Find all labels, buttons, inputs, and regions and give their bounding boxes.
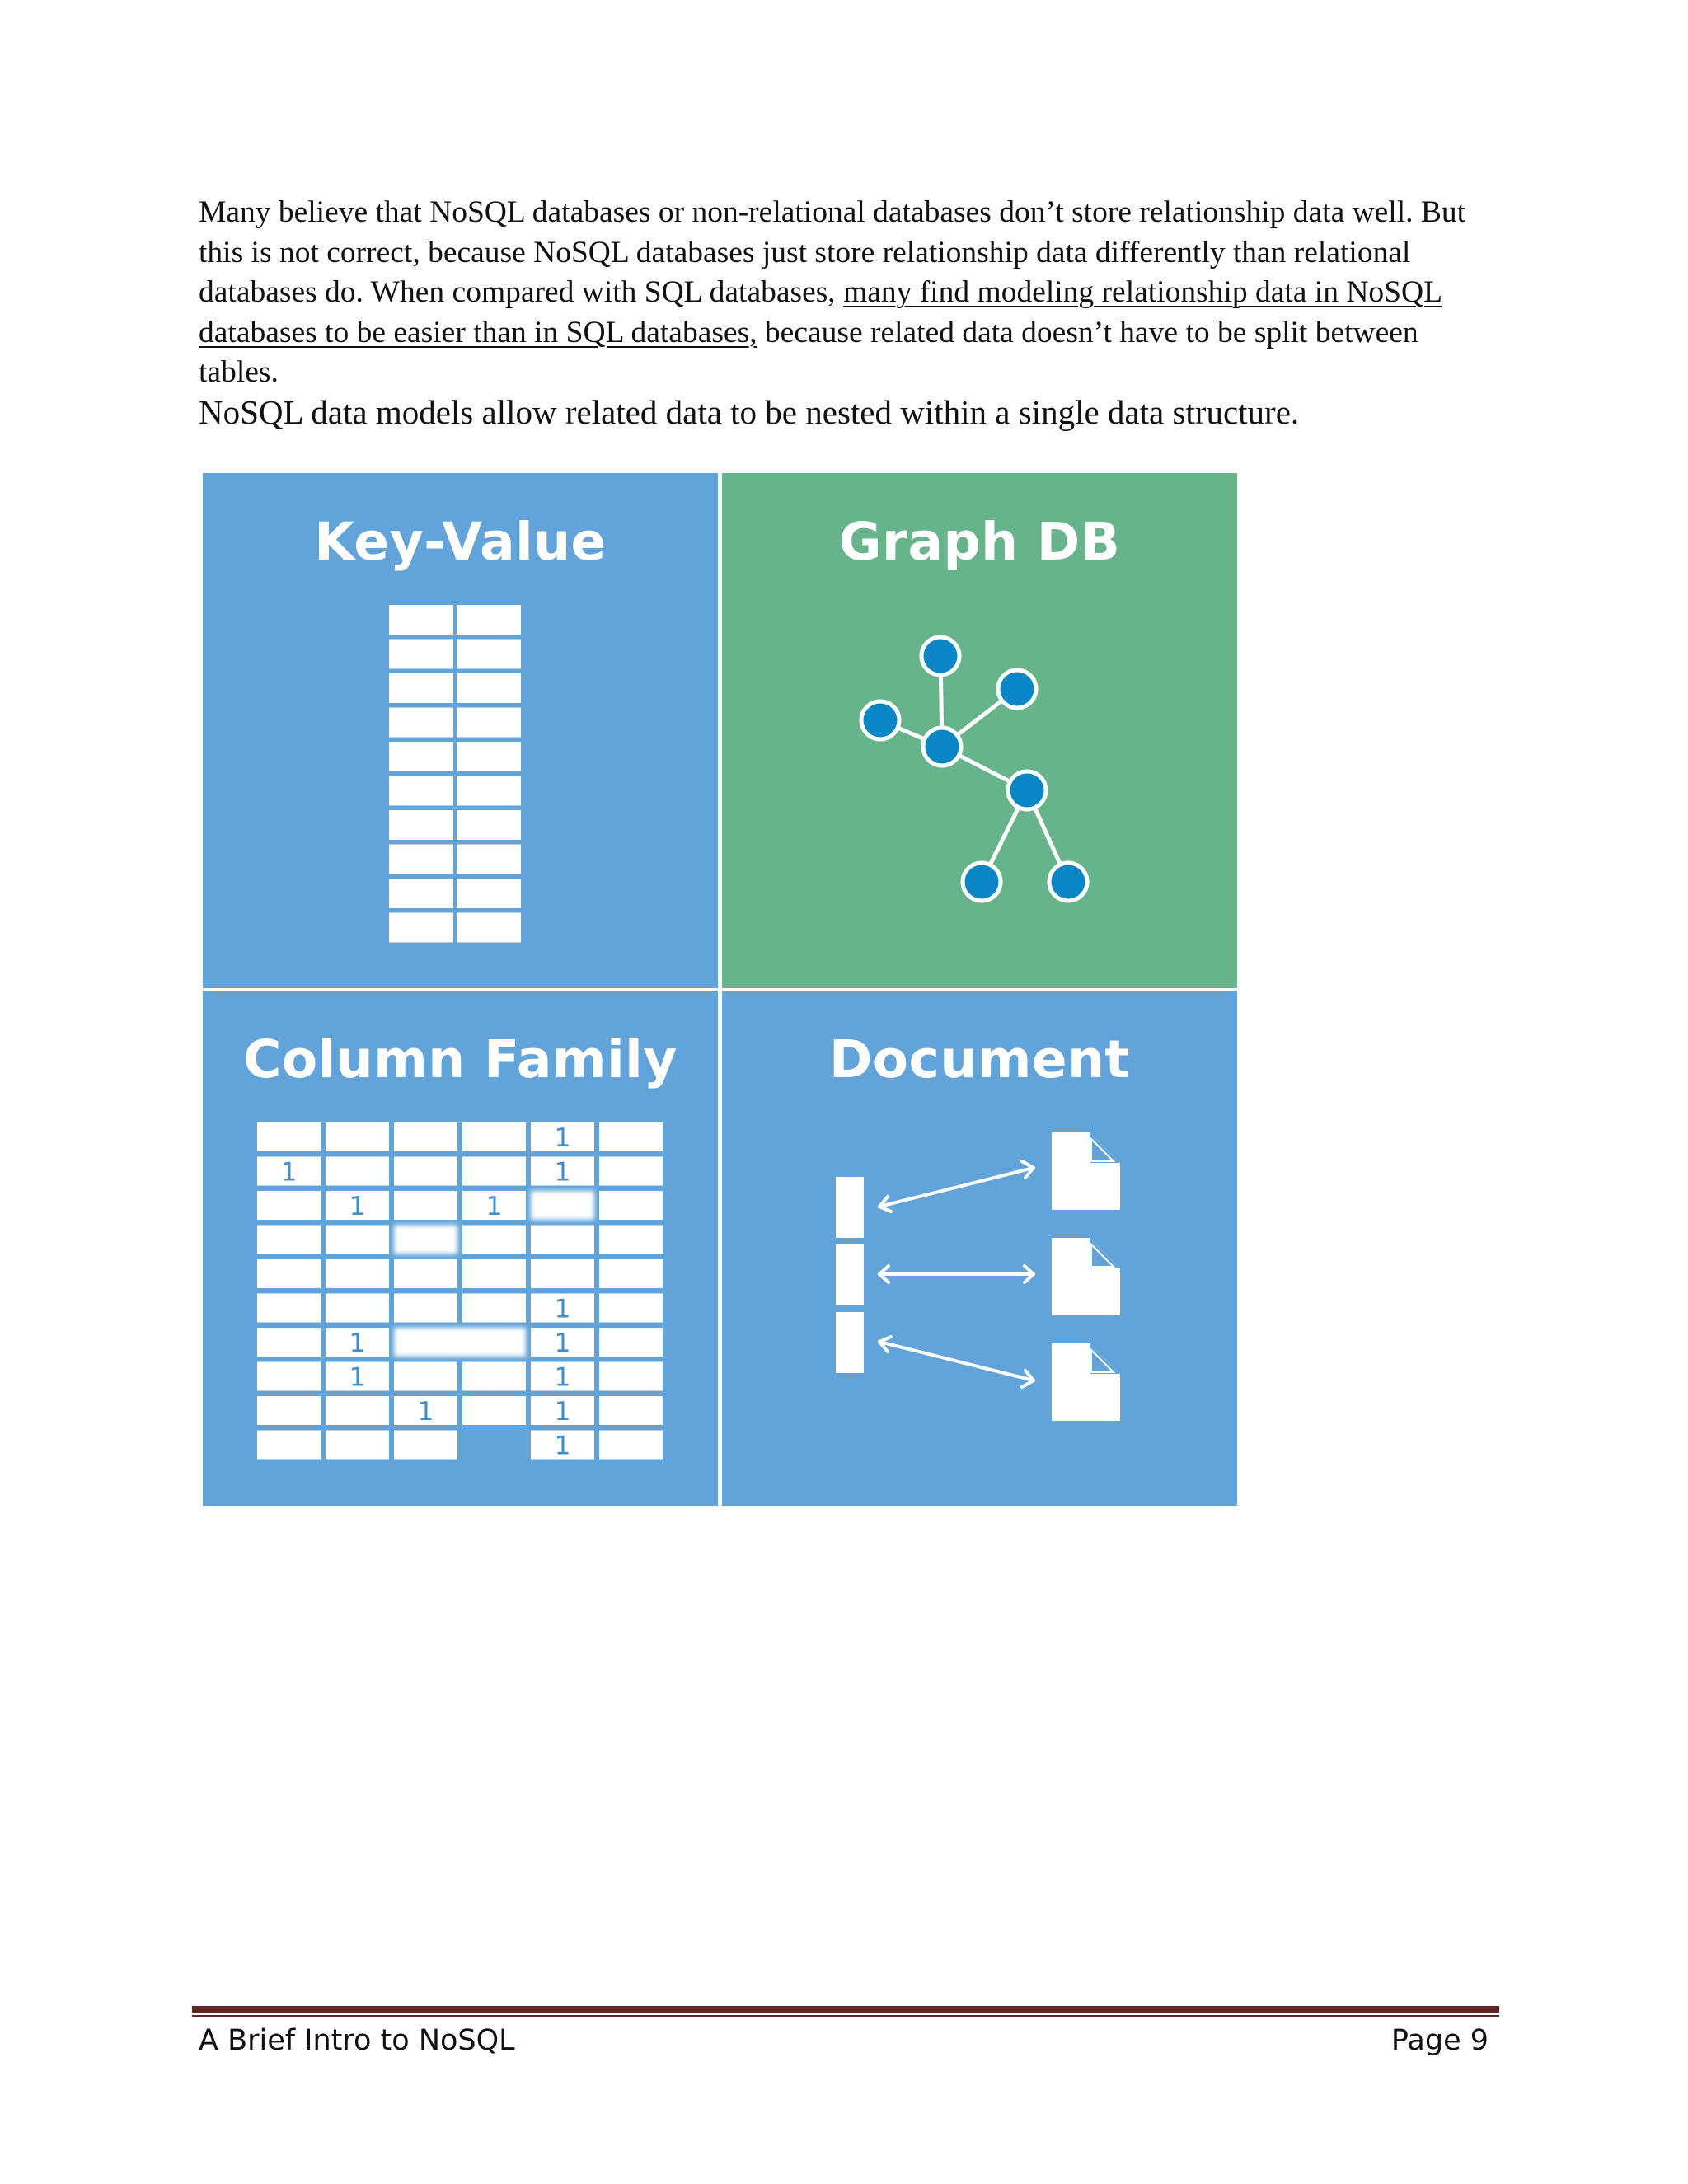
intro-text-start: Many believe that NoSQL databases or non-relational databases don’t store relationship data well. But this is not correct, because NoSQL databases just store relationship data differently than relational databases do. When compared with SQL databases,: [199, 195, 1466, 309]
key-value-cell: [457, 640, 521, 669]
column-family-cell: [326, 1294, 389, 1323]
column-family-cell: [599, 1226, 663, 1254]
document-icon: [1052, 1132, 1120, 1210]
cell-value: 1: [554, 1397, 571, 1427]
cell-value: 1: [554, 1123, 571, 1153]
record-block: [836, 1177, 864, 1238]
column-family-cell: [462, 1294, 526, 1323]
graph-node: [963, 863, 1001, 901]
graph-node: [861, 701, 899, 739]
footer-document-title: A Brief Intro to NoSQL: [199, 2024, 515, 2057]
column-family-cell: [599, 1259, 663, 1288]
column-family-cell: [394, 1157, 457, 1186]
column-family-cell: [462, 1259, 526, 1288]
column-family-cell: [462, 1396, 526, 1425]
key-value-cell: [389, 742, 453, 771]
footer-rule: [192, 2006, 1499, 2013]
column-family-cell: [462, 1122, 526, 1151]
intro-text-end: because related data doesn’t have to be split between tables.: [199, 315, 1418, 389]
column-family-cell: [257, 1191, 321, 1220]
key-value-cell: [389, 708, 453, 738]
key-value-cell: [457, 708, 521, 738]
cell-value: 1: [280, 1157, 298, 1188]
cell-value: 1: [349, 1362, 366, 1393]
double-arrow: [879, 1161, 1034, 1212]
column-family-cell: [257, 1396, 321, 1425]
column-family-cell: [599, 1396, 663, 1425]
graph-node: [998, 670, 1036, 708]
intro-paragraph: [199, 193, 1501, 393]
cell-value: 1: [554, 1431, 571, 1461]
double-arrow: [879, 1266, 1034, 1282]
cell-value: 1: [349, 1329, 366, 1358]
column-family-cell: [326, 1157, 389, 1186]
column-family-cell: [394, 1226, 457, 1254]
cell-value: 1: [554, 1362, 571, 1393]
key-value-cell: [389, 879, 453, 908]
key-value-cell: [389, 640, 453, 669]
column-family-cell: [257, 1362, 321, 1391]
nosql-types-figure: [199, 468, 1238, 1510]
graph-node: [1008, 771, 1046, 809]
document-icon: [1052, 1343, 1120, 1421]
column-family-cell: [394, 1328, 526, 1357]
key-value-cell: [457, 913, 521, 943]
column-family-cell: [394, 1362, 457, 1391]
column-family-panel: [203, 991, 718, 1506]
column-family-cell: [326, 1396, 389, 1425]
column-family-cell: [326, 1259, 389, 1288]
cell-value: 1: [554, 1294, 571, 1324]
column-family-cell: [599, 1294, 663, 1323]
key-value-cell: [457, 605, 521, 635]
footer-rule-thin: [192, 2015, 1499, 2017]
column-family-title: Column Family: [243, 1029, 678, 1090]
key-value-cell: [389, 776, 453, 806]
key-value-cell: [389, 810, 453, 840]
column-family-cell: [599, 1362, 663, 1391]
key-value-cell: [457, 742, 521, 771]
key-value-cell: [389, 673, 453, 703]
cell-value: 1: [349, 1192, 366, 1221]
graph-db-panel: [722, 473, 1237, 988]
document-mapping-icon: [722, 991, 1237, 1506]
column-family-cell: [394, 1431, 457, 1460]
column-family-grid-icon: [203, 991, 718, 1506]
key-value-table-icon: [203, 473, 718, 988]
column-family-cell: [257, 1259, 321, 1288]
cell-value: 1: [485, 1192, 503, 1221]
cell-value: 1: [417, 1397, 434, 1427]
data-models-paragraph: NoSQL data models allow related data to be nested within a single data structure.: [199, 393, 1300, 431]
column-family-cell: [257, 1294, 321, 1323]
cell-value: 1: [554, 1157, 571, 1188]
record-block: [836, 1312, 864, 1373]
column-family-cell: [326, 1122, 389, 1151]
column-family-cell: [599, 1431, 663, 1460]
column-family-cell: [394, 1191, 457, 1220]
key-value-cell: [389, 913, 453, 943]
column-family-cell: [257, 1328, 321, 1357]
key-value-panel: [203, 473, 718, 988]
double-arrow: [879, 1337, 1034, 1387]
underlined-statement: many find modeling relationship data in NoSQL databases to be easier than in SQL databases,: [199, 275, 1443, 349]
column-family-cell: [257, 1226, 321, 1254]
column-family-cell: [462, 1226, 526, 1254]
key-value-cell: [389, 605, 453, 635]
column-family-cell: [531, 1226, 594, 1254]
column-family-cell: [531, 1191, 594, 1220]
column-family-cell: [394, 1294, 457, 1323]
graph-node: [921, 637, 959, 675]
graph-node: [923, 728, 961, 766]
key-value-cell: [457, 673, 521, 703]
document-title: Document: [828, 1029, 1131, 1090]
column-family-cell: [462, 1157, 526, 1186]
document-panel: [722, 991, 1237, 1506]
key-value-title: Key-Value: [314, 512, 607, 572]
key-value-cell: [389, 845, 453, 874]
column-family-cell: [599, 1122, 663, 1151]
column-family-cell: [599, 1157, 663, 1186]
column-family-cell: [599, 1328, 663, 1357]
key-value-cell: [457, 810, 521, 840]
column-family-cell: [257, 1122, 321, 1151]
cell-value: 1: [554, 1329, 571, 1358]
graph-db-title: Graph DB: [838, 512, 1121, 572]
column-family-cell: [531, 1259, 594, 1288]
column-family-cell: [599, 1191, 663, 1220]
document-icon: [1052, 1238, 1120, 1315]
column-family-cell: [394, 1259, 457, 1288]
key-value-cell: [457, 776, 521, 806]
graph-network-icon: [722, 473, 1237, 988]
column-family-cell: [462, 1362, 526, 1391]
graph-node: [1049, 863, 1087, 901]
page-number: Page 9: [1390, 2024, 1489, 2057]
column-family-cell: [394, 1122, 457, 1151]
record-block: [836, 1244, 864, 1305]
column-family-cell: [326, 1226, 389, 1254]
key-value-cell: [457, 845, 521, 874]
column-family-cell: [326, 1431, 389, 1460]
column-family-cell: [257, 1431, 321, 1460]
key-value-cell: [457, 879, 521, 908]
